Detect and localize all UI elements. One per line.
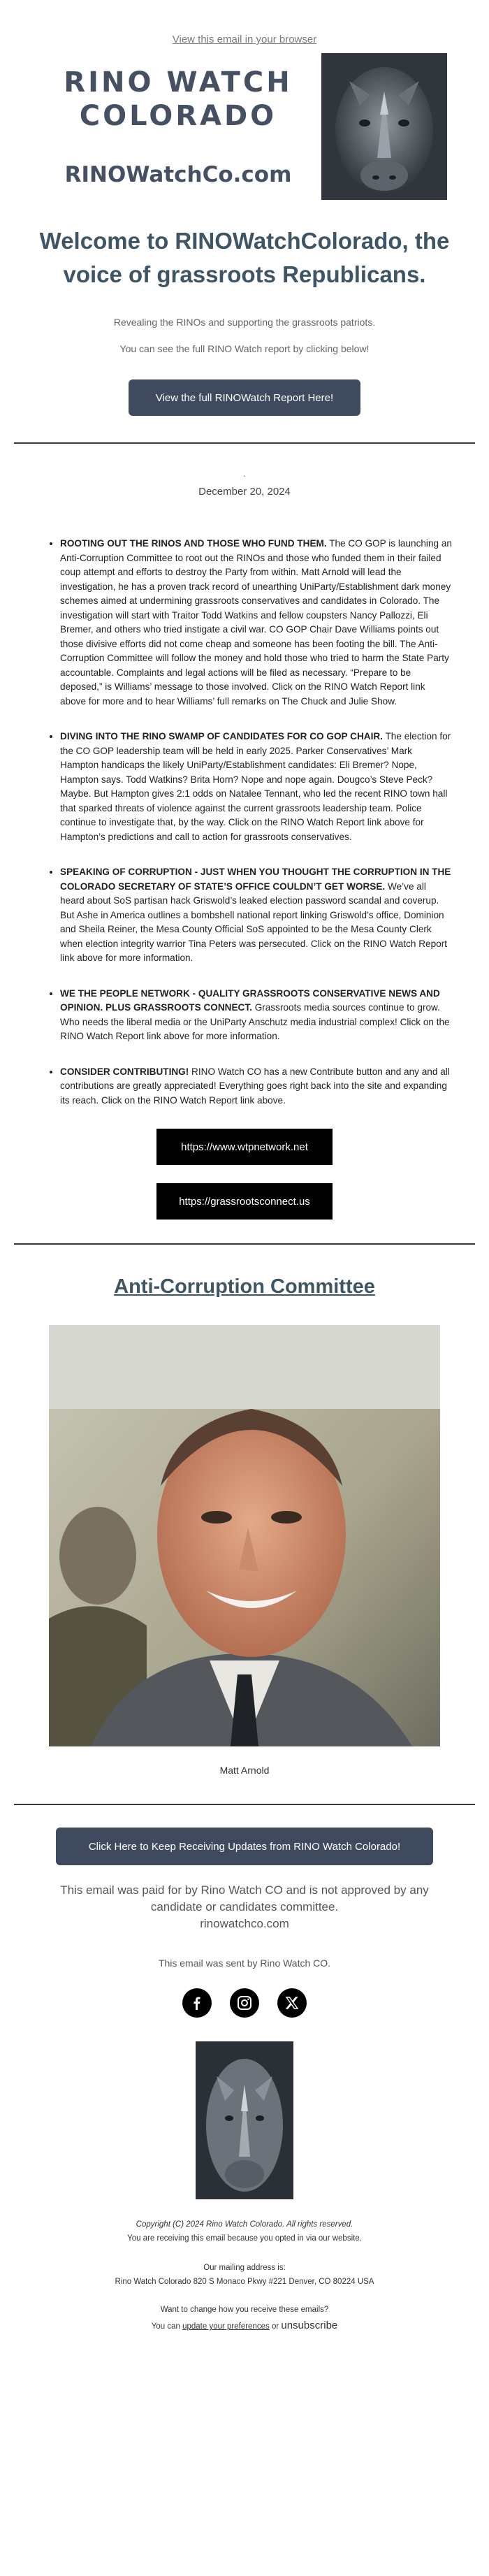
social-links (0, 1988, 489, 2018)
unsubscribe-link[interactable]: unsubscribe (281, 2320, 338, 2331)
bullet-item (60, 537, 453, 709)
update-preferences-link[interactable]: update your preferences (182, 2322, 270, 2331)
opt-in-text: You are receiving this email because you opted in via our website. (127, 2234, 362, 2243)
you-can-text: You can (151, 2322, 183, 2331)
preferences-row (0, 2320, 489, 2331)
x-twitter-icon[interactable] (277, 1988, 307, 2018)
brand-block (56, 66, 300, 187)
news-bullet-list (0, 537, 489, 1108)
mailing-address: Rino Watch Colorado 820 S Monaco Pkwy #221 Denver, CO 80224 USA (115, 2278, 374, 2286)
site-url-text: rinowatchco.com (200, 1917, 289, 1930)
browser-link-row (0, 0, 489, 45)
keep-receiving-updates-button[interactable]: Click Here to Keep Receiving Updates from RINO Watch Colorado! (56, 1828, 433, 1865)
bullet-body: Grassroots media sources continue to grow. Who needs the liberal media or the UniParty Anschutz media industrial complex! Click on the RINO Watch Report link above for more information. (60, 1002, 450, 1041)
bullet-item (60, 1065, 453, 1108)
welcome-headline: Welcome to RINOWatchColorado, the voice of grassroots Republicans. (39, 228, 450, 287)
bullet-heading: WE THE PEOPLE NETWORK - QUALITY GRASSROOTS CONSERVATIVE NEWS AND OPINION. PLUS GRASSROOTS CONNECT. (60, 987, 440, 1013)
bullet-body: The CO GOP is launching an Anti-Corruption Committee to root out the RINOs and those who funded them in their failed coup attempt and efforts to destroy the Party from within. Matt Arnold will lead the investigation, he has a proven track record of unearthing UniParty/Establishment dark money schemes aimed at undermining grassroots conservatives and candidates in Colorado. The investigation will start with Traitor Todd Watkins and fellow coupsters Nancy Pallozzi, Eli Bremer, and others who tried instigate a civil war. CO GOP Chair Dave Williams points out those divisive efforts did not come cheap and someone has been footing the bill. The Anti-Corruption Committee will follow the money and hold those who tried to harm the State Party accountable. Complaints and legal actions will be filed as necessary. “Prepare to be deposed,” is Williams’ message to those involved. Click on the RINO Watch Report link above for more and to hear Williams’ full remarks on The Chuck and Julie Show. (60, 538, 452, 707)
bullet-item (60, 865, 453, 966)
divider (14, 1243, 475, 1245)
facebook-icon[interactable] (182, 1988, 212, 2018)
rhino-hero-image (321, 53, 447, 200)
issue-date: December 20, 2024 (198, 486, 291, 498)
bullet-heading: DIVING INTO THE RINO SWAMP OF CANDIDATES FOR CO GOP CHAIR. (60, 731, 383, 741)
change-question-text: Want to change how you receive these emails? (160, 2306, 329, 2314)
sent-by-text: This email was sent by Rino Watch CO. (158, 1958, 331, 1969)
bullet-item (60, 730, 453, 844)
copyright-text: Copyright (C) 2024 Rino Watch Colorado. All rights reserved. (136, 2220, 353, 2229)
brand-url: RINOWatchCo.com (64, 162, 292, 187)
mailing-address-label: Our mailing address is: (203, 2264, 286, 2272)
photo-caption: Matt Arnold (219, 1765, 270, 1776)
grassroots-connect-button[interactable]: https://grassrootsconnect.us (156, 1183, 333, 1220)
bullet-heading: ROOTING OUT THE RINOS AND THOSE WHO FUND THEM. (60, 538, 327, 549)
divider (14, 442, 475, 444)
bullet-item (60, 987, 453, 1044)
paid-for-text: This email was paid for by Rino Watch CO and is not approved by any candidate or candidates committee. (60, 1883, 429, 1913)
bullet-heading: CONSIDER CONTRIBUTING! (60, 1066, 189, 1077)
divider (14, 1804, 475, 1805)
view-in-browser-link[interactable]: View this email in your browser (172, 34, 317, 45)
wtp-network-button[interactable]: https://www.wtpnetwork.net (156, 1129, 333, 1165)
instagram-icon[interactable] (230, 1988, 259, 2018)
view-report-button[interactable]: View the full RINOWatch Report Here! (129, 379, 360, 416)
bullet-heading: SPEAKING OF CORRUPTION - JUST WHEN YOU THOUGHT THE CORRUPTION IN THE COLORADO SECRETARY OF STATE’S OFFICE COULDN’T GET WORSE. (60, 867, 451, 892)
dot-separator: . (243, 468, 246, 479)
bullet-body: The election for the CO GOP leadership team will be held in early 2025. Parker Conservatives’ Mark Hampton handicaps the likely UniParty/Establishment candidates: Eli Bremer? Nope, Hampton says. Todd Watkins? Brita Horn? Nope and nope again. Dougco’s Steve Peck? Maybe. But Hampton gives 2:1 odds on Natalee Tennant, who led the recent RINO town hall that sparked threats of violence against the current grassroots leadership team. Police continue to investigate that, by the way. Click on the RINO Watch Report link above for Hampton’s predictions and call to action for grassroots conservatives. (60, 731, 451, 842)
rhino-footer-logo (196, 2041, 293, 2199)
brand-title-line2: COLORADO (79, 100, 277, 132)
committee-title: Anti-Corruption Committee (114, 1275, 375, 1298)
email-header (0, 45, 489, 199)
report-note-text: You can see the full RINO Watch report by clicking below! (119, 343, 370, 354)
brand-title-line1: RINO WATCH (64, 66, 293, 99)
or-text: or (269, 2322, 282, 2331)
matt-arnold-photo (49, 1325, 440, 1746)
tagline-text: Revealing the RINOs and supporting the grassroots patriots. (113, 317, 376, 328)
bullet-body: We’ve all heard about SoS partisan hack Griswold’s leaked election password scandal and coverup. But Ashe in America outlines a bombshell national report linking Griswold’s office, Dominion and Sheila Reiner, the Mesa County Official SoS appointed to be the Mesa County Clerk when election integrity warrior Tina Peters was persecuted. Click on the RINO Watch Report link above for more information. (60, 881, 448, 963)
bullet-body: RINO Watch CO has a new Contribute button and any and all contributions are greatly appreciated! Everything goes right back into the site and expanding its reach. Click on the RINO Watch Report link above. (60, 1066, 450, 1106)
paid-for-disclaimer (0, 1882, 489, 1932)
